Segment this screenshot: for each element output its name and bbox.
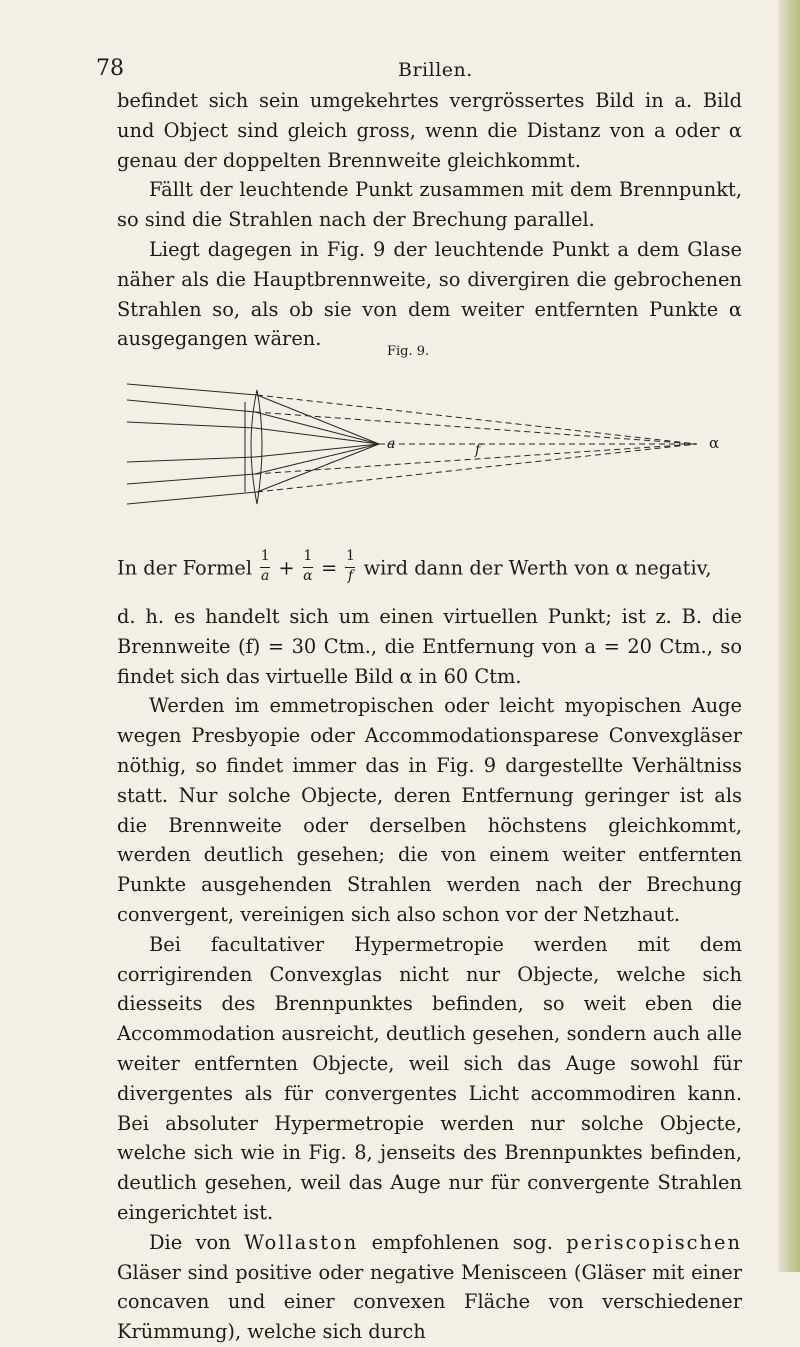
running-head: Brillen. [398, 59, 473, 81]
text: Die von [149, 1230, 231, 1254]
text: Gläser sind positive oder negative Menisceen (Gläser mit einer concaven und einer convexen Fläche von verschiedener Krümmung), welche sich durch [117, 1260, 742, 1344]
ray [257, 444, 379, 492]
paragraph: Fällt der leuchtende Punkt zusammen mit dem Brennpunkt, so sind die Strahlen nach der Brechung parallel. [117, 178, 742, 232]
label-a: a [387, 436, 396, 452]
ray [127, 384, 257, 395]
text: empfohlenen sog. [371, 1230, 553, 1254]
label-alpha: α [709, 434, 720, 452]
text-block-top [117, 86, 742, 354]
fraction-1-over-alpha [301, 548, 315, 588]
fraction-1-over-a [258, 548, 272, 588]
equals-sign: = [320, 556, 338, 580]
denominator: α [303, 568, 313, 584]
page-header [0, 56, 800, 84]
fraction-1-over-f [343, 548, 357, 588]
ray [127, 474, 255, 484]
person-name: Wollaston [244, 1230, 359, 1254]
numerator: 1 [303, 548, 313, 564]
lens-shape [251, 390, 262, 504]
page-number: 78 [96, 56, 124, 81]
label-f: f [475, 442, 481, 458]
ray [127, 400, 255, 412]
figure-caption: Fig. 9. [387, 344, 430, 359]
figure-9 [117, 344, 742, 524]
plus-sign: + [278, 556, 295, 580]
text-block-bottom [117, 602, 742, 1347]
virtual-ray [255, 412, 697, 444]
emphasis-term: periscopischen [566, 1230, 742, 1254]
denominator: f [347, 568, 353, 584]
paragraph: befindet sich sein umgekehrtes vergrössertes Bild in a. Bild und Object sind gleich gross, wenn die Distanz von a oder α genau der doppelten Brennweite gleichkommt. [117, 89, 742, 172]
ray [127, 492, 257, 504]
formula-line [117, 548, 742, 598]
ray [255, 444, 379, 457]
formula-prefix: In der Formel [117, 556, 253, 580]
paragraph: Werden im emmetropischen oder leicht myopischen Auge wegen Presbyopie oder Accommodationsparese Convexgläser nöthig, so findet immer das in Fig. 9 dargestellte Verhältniss statt. Nur solche Objecte, deren Entfernung geringer ist als die Brennweite oder derselben höchstens gleichkommt, werden deutlich gesehen; die von einem weiter entfernten Punkte ausgehenden Strahlen werden nach der Brechung convergent, vereinigen sich also schon vor der Netzhaut. [117, 694, 742, 926]
numerator: 1 [345, 548, 355, 564]
denominator: a [261, 568, 270, 584]
paragraph: Bei facultativer Hypermetropie werden mit dem corrigirenden Convexglas nicht nur Objecte, welche sich diesseits des Brennpunktes befinden, so weit eben die Accommodation ausreicht, deutlich gesehen, sondern auch alle weiter entfernten Objecte, weil sich das Auge sowohl für divergentes als für convergentes Licht accommodiren kann. Bei absoluter Hypermetropie werden nur solche Objecte, welche sich wie in Fig. 8, jenseits des Brennpunktes befinden, deutlich gesehen, weil das Auge nur für convergente Strahlen eingerichtet ist. [117, 932, 742, 1224]
paragraph: d. h. es handelt sich um einen virtuellen Punkt; ist z. B. die Brennweite (f) = 30 Ctm., die Entfernung von a = 20 Ctm., so findet sich das virtuelle Bild α in 60 Ctm. [117, 605, 742, 688]
numerator: 1 [260, 548, 270, 564]
lens-ray-diagram [117, 362, 742, 524]
paragraph-wollaston [117, 1228, 742, 1347]
ray [127, 457, 255, 462]
paragraph: Liegt dagegen in Fig. 9 der leuchtende Punkt a dem Glase näher als die Hauptbrennweite, so divergiren die gebrochenen Strahlen so, als ob sie von dem weiter entfernten Punkte α ausgegangen wären. [117, 237, 742, 351]
ray [127, 422, 255, 428]
formula-suffix: wird dann der Werth von α negativ, [363, 556, 712, 580]
page-edge [778, 0, 800, 1272]
